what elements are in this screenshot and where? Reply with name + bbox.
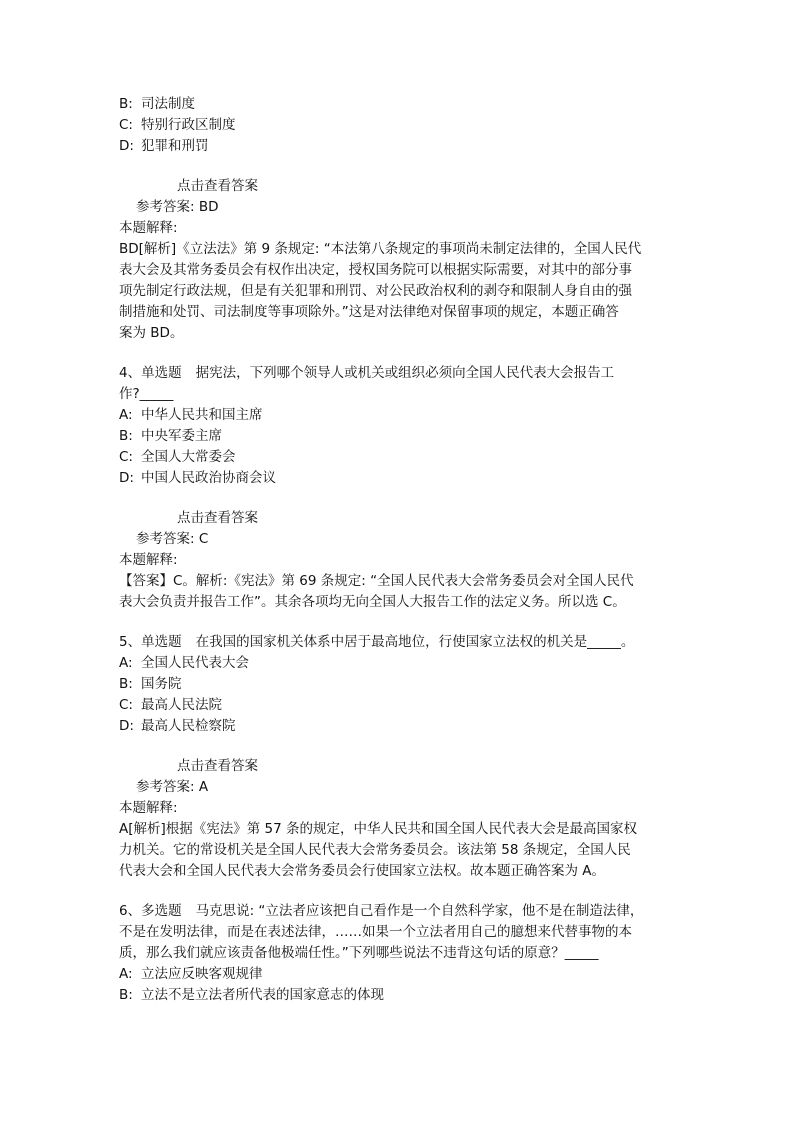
option-d: D: 最高人民检察院 <box>119 718 236 734</box>
reference-answer: 参考答案: BD <box>136 199 219 215</box>
option-a: A: 中华人民共和国主席 <box>119 407 263 423</box>
question-4: 4、单选题 据宪法，下列哪个领导人或机关或组织必须向全国人民代表大会报告工 作?_____ A: 中华人民共和国主席 B: 中央军委主席 C: 全国人大常委会 D: 中国人民政治协商会议 点击查看答案 参考答案: C 本题解释: 【答案】C。解析:《宪法》第 69 条规定: “全国人民代表大会常务委员会对全国人民代 表大会负责并报告工作”。其余各项均无向全国人大报告工作的法定义务。所以选 C。 <box>119 363 689 613</box>
explanation-label: 本题解释: <box>119 220 178 236</box>
view-answer-link[interactable]: 点击查看答案 <box>177 178 258 194</box>
q3-options <box>119 94 689 157</box>
view-answer-link[interactable]: 点击查看答案 <box>177 758 258 774</box>
question-stem: 4、单选题 据宪法，下列哪个领导人或机关或组织必须向全国人民代表大会报告工 <box>119 365 615 381</box>
view-answer-link[interactable]: 点击查看答案 <box>177 510 258 526</box>
question-stem: 5、单选题 在我国的国家机关体系中居于最高地位，行使国家立法权的机关是_____。 <box>119 634 635 650</box>
option-d: D: 犯罪和刑罚 <box>119 138 209 154</box>
explanation-text: BD[解析]《立法法》第 9 条规定: “本法第八条规定的事项尚未制定法律的，全国人民代 表大会及其常务委员会有权作出决定，授权国务院可以根据实际需要，对其中的部分事 项先制定行政法规，但是有关犯罪和刑罚、对公民政治权利的剥夺和限制人身自由的强 制措施和处罚、司法制度等事项除外。”这是对法律绝对保留事项的规定，本题正确答 案为 BD。 <box>119 241 642 341</box>
option-b: B: 司法制度 <box>119 96 195 112</box>
reference-answer: 参考答案: C <box>136 531 209 547</box>
option-d: D: 中国人民政治协商会议 <box>119 470 276 486</box>
option-b: B: 立法不是立法者所代表的国家意志的体现 <box>119 987 384 1003</box>
explanation-label: 本题解释: <box>119 552 178 568</box>
question-6: 6、多选题 马克思说: “立法者应该把自己看作是一个自然科学家，他不是在制造法律， 不是在发明法律，而是在表述法律，……如果一个立法者用自己的臆想来代替事物的本 质，那么我们就应该责备他极端任性。”下列哪些说法不违背这句话的原意？_____ A: 立法应反映客观规律 B: 立法不是立法者所代表的国家意志的体现 <box>119 901 689 1006</box>
explanation-label: 本题解释: <box>119 800 178 816</box>
option-a: A: 全国人民代表大会 <box>119 655 249 671</box>
question-stem: 6、多选题 马克思说: “立法者应该把自己看作是一个自然科学家，他不是在制造法律， <box>119 903 644 919</box>
document-page <box>119 94 689 1006</box>
option-b: B: 国务院 <box>119 676 182 692</box>
option-a: A: 立法应反映客观规律 <box>119 966 263 982</box>
option-c: C: 特别行政区制度 <box>119 117 236 133</box>
reference-answer: 参考答案: A <box>136 779 209 795</box>
option-c: C: 全国人大常委会 <box>119 449 236 465</box>
option-c: C: 最高人民法院 <box>119 697 222 713</box>
question-5: 5、单选题 在我国的国家机关体系中居于最高地位，行使国家立法权的机关是_____。 A: 全国人民代表大会 B: 国务院 C: 最高人民法院 D: 最高人民检察院 点击查看答案 参考答案: A 本题解释: A[解析]根据《宪法》第 57 条的规定，中华人民共和国全国人民代表大会是最高国家权 力机关。它的常设机关是全国人民代表大会常务委员会。该法第 58 条规定，全国人民 代表大会和全国人民代表大会常务委员会行使国家立法权。故本题正确答案为 A。 <box>119 632 689 882</box>
option-b: B: 中央军委主席 <box>119 428 222 444</box>
